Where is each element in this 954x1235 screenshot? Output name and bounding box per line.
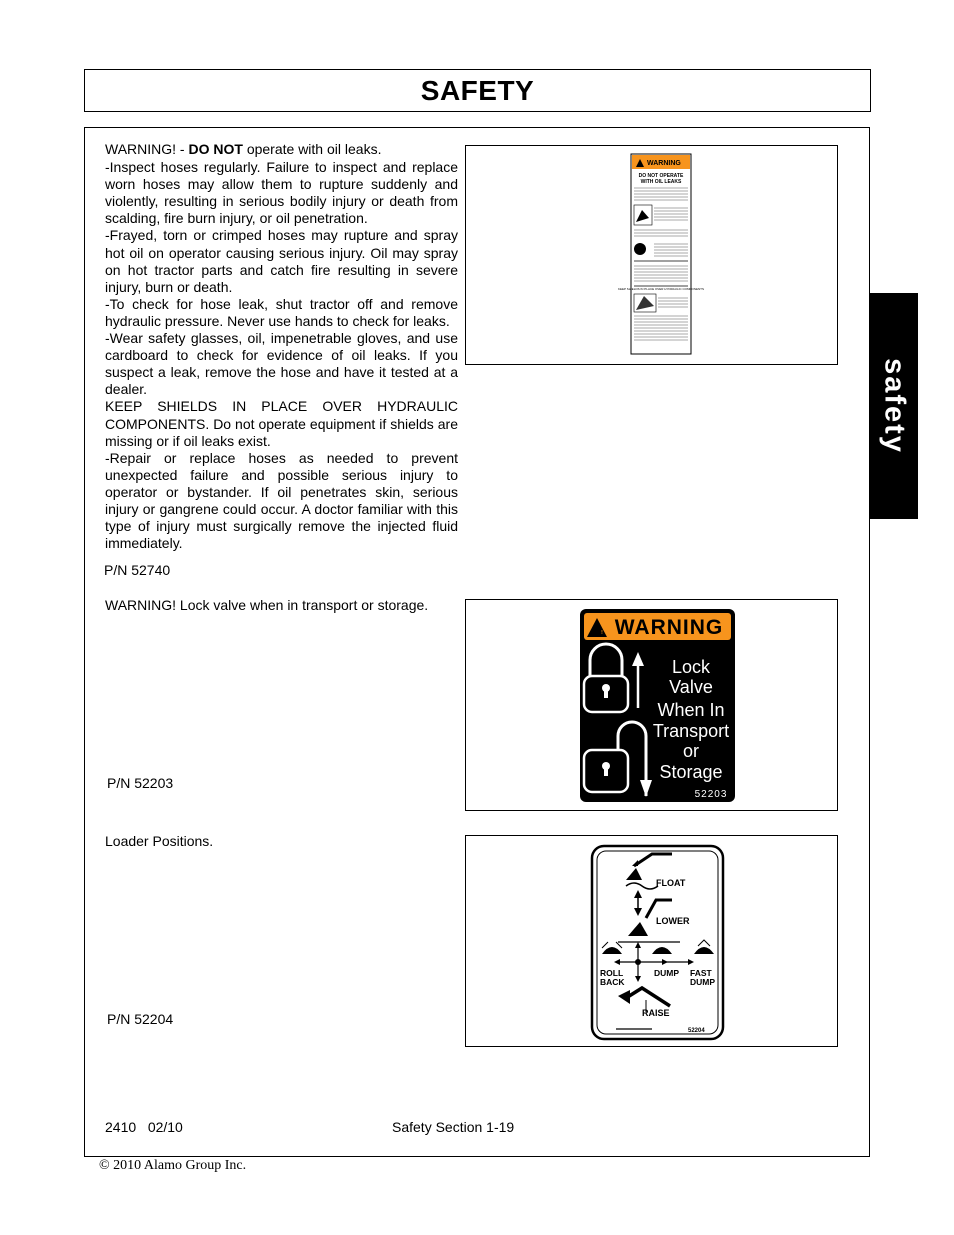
part-number-52204: P/N 52204 [107, 1011, 174, 1027]
side-tab [869, 293, 918, 519]
decal-line-1: Lock [671, 657, 711, 677]
loader-decal-frame [465, 835, 838, 1047]
decal-code: 52204 [688, 1028, 705, 1034]
paragraph: -Wear safety glasses, oil, impenetrable gloves, and use cardboard to check for evidence of oil leaks. If you suspect a leak, remove the hose and have it tested at a dealer. [105, 330, 458, 398]
back-label: BACK [600, 977, 625, 987]
loader-decal [466, 836, 837, 1046]
lock-valve-decal [466, 600, 837, 810]
part-number-52203: P/N 52203 [107, 775, 174, 791]
decal-heading-2: WITH OIL LEAKS [640, 179, 682, 185]
lower-label: LOWER [656, 916, 690, 926]
decal-code: 52203 [694, 789, 728, 800]
lock-valve-decal-frame [465, 599, 838, 811]
footer-section: Safety Section 1-19 [392, 1119, 515, 1135]
float-label: FLOAT [656, 878, 686, 888]
decal-line-3: When In [657, 700, 725, 720]
decal-warning-label: WARNING [647, 160, 681, 167]
oil-leak-decal [466, 146, 837, 364]
oil-leak-text [105, 141, 458, 552]
decal-line-2: Valve [669, 677, 713, 697]
page-title: SAFETY [420, 75, 535, 106]
fast-label: FAST [690, 968, 712, 978]
part-number-52740: P/N 52740 [104, 562, 171, 578]
loader-positions-text: Loader Positions. [105, 833, 214, 849]
decal-line-4: Transport [652, 721, 730, 741]
side-tab-label: safety [878, 358, 910, 454]
paragraph: KEEP SHIELDS IN PLACE OVER HYDRAULIC COMPONENTS. Do not operate equipment if shields are missing or if oil leaks exist. [105, 398, 458, 449]
decal-heading-1: DO NOT OPERATE [638, 173, 684, 179]
paragraph: -Frayed, torn or crimped hoses may rupture and spray hot oil on operator causing serious injury. Oil may spray on hot tractor parts and catch fire resulting in severe injury, burn or death. [105, 227, 458, 295]
dump-label: DUMP [654, 968, 680, 978]
svg-text:!: ! [601, 630, 603, 636]
fast-dump-label: DUMP [690, 977, 716, 987]
decal-line-6: Storage [659, 762, 723, 782]
decal-line-5: or [682, 741, 700, 761]
no-hands-icon [634, 243, 646, 255]
raise-label: RAISE [642, 1008, 670, 1018]
paragraph: -Repair or replace hoses as needed to prevent unexpected failure and possible serious injury to operator or bystander. If oil penetrates skin, serious injury or gangrene could occur. A doctor familiar with this type of injury must surgically remove the injected fluid immediately. [105, 449, 458, 552]
lock-valve-text: WARNING! Lock valve when in transport or storage. [105, 597, 429, 613]
paragraph: -Inspect hoses regularly. Failure to inspect and replace worn hoses may allow them to rupture suddenly and violently, resulting in serious bodily injury or death from scalding, fire burn injury, or oil penetration. [105, 159, 458, 227]
paragraph: -To check for hose leak, shut tractor off and remove hydraulic pressure. Never use hands to check for leaks. [105, 295, 458, 329]
header-box [84, 69, 871, 112]
copyright: © 2010 Alamo Group Inc. [99, 1158, 247, 1173]
decal-keep-shields: KEEP SHIELDS IN PLACE OVER HYDRAULIC COMPONENTS [618, 287, 704, 291]
oil-leak-title: WARNING! - DO NOT operate with oil leaks. [105, 141, 382, 157]
footer-model-date: 2410 02/10 [105, 1119, 183, 1135]
oil-leak-decal-frame [465, 145, 838, 365]
decal-warning-label: WARNING [614, 616, 724, 639]
roll-label: ROLL [600, 968, 624, 978]
